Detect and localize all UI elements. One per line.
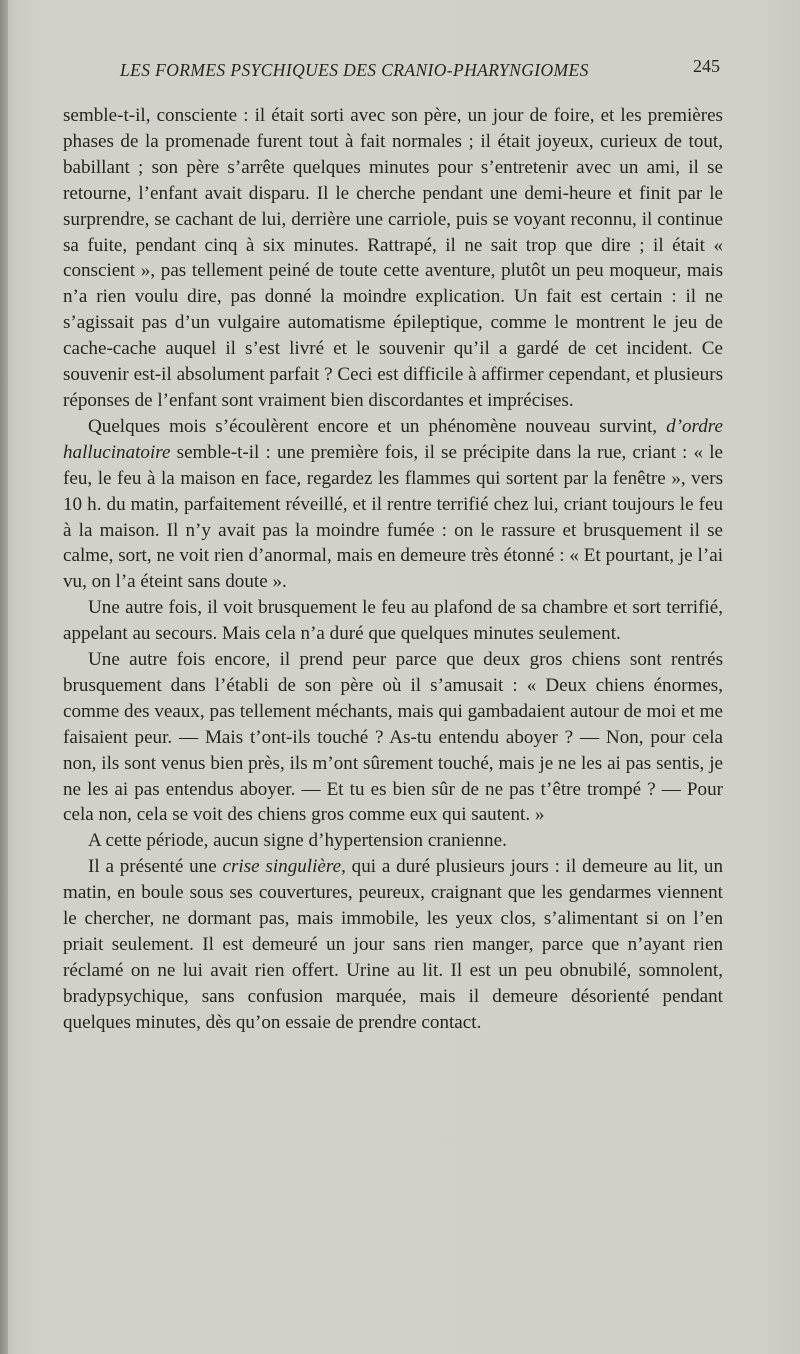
text-run: semble-t-il : une première fois, il se précipite dans la rue, criant : « le feu, le feu à la maison en face, regardez les flammes qui sortent par la fenêtre », vers 10 h. du matin, parfaitement réveillé, et il rentre terrifié chez lui, criant toujours le feu à la maison. Il n’y avait pas la moindre fumée : on le rassure et brusquement il se calme, sort, ne voit rien d’anormal, mais en demeure très étonné : « Et pourtant, je l’ai vu, on l’a éteint sans doute ». [63,441,723,593]
running-title: LES FORMES PSYCHIQUES DES CRANIO-PHARYNGIOMES [120,60,589,80]
text-run: semble-t-il, consciente : il était sorti avec son père, un jour de foire, et les premières phases de la promenade furent tout à fait normales ; il était joyeux, curieux de tout, babillant ; son père s’arrête quelques minutes pour s’entretenir avec un ami, il se retourne, l’enfant avait disparu. Il le cherche pendant une demi-heure et finit par le surprendre, se cachant de lui, derrière une carriole, puis se voyant reconnu, il continue sa fuite, pendant cinq à six minutes. Rattrapé, il ne sait trop que dire ; il était « conscient », pas tellement peiné de toute cette aventure, plutôt un peu moqueur, mais n’a rien voulu dire, pas donné la moindre explication. Un fait est certain : il ne s’agissait pas d’un vulgaire automatisme épileptique, comme le montrent le jeu de cache-cache auquel il s’est livré et le souvenir qu’il a gardé de cet incident. Ce souvenir est-il absolument parfait ? Ceci est difficile à affirmer cependant, et plusieurs réponses de l’enfant sont vraiment bien discordantes et imprécises. [63,105,723,411]
text-run: A cette période, aucun signe d’hypertension cranienne. [88,830,507,852]
paragraph [63,854,723,1035]
text-run: Une autre fois, il voit brusquement le feu au plafond de sa chambre et sort terrifié, appelant au secours. Mais cela n’a duré que quelques minutes seulement. [63,597,723,645]
paragraph [63,828,723,854]
text-run: Une autre fois encore, il prend peur parce que deux gros chiens sont rentrés brusquement dans l’établi de son père où il s’amusait : « Deux chiens énormes, comme des veaux, pas tellement méchants, mais qui gambadaient autour de moi et me faisaient peur. — Mais t’ont-ils touché ? As-tu entendu aboyer ? — Non, pour cela non, ils sont venus bien près, ils m’ont sûrement touché, mais je ne les ai pas sentis, je ne les ai pas entendus aboyer. — Et tu es bien sûr de ne pas t’être trompé ? — Pour cela non, cela se voit des chiens gros comme eux qui sautent. » [63,649,723,826]
page-header [120,56,720,84]
paragraph [63,103,723,414]
paragraph [63,595,723,647]
page-number: 245 [693,56,720,76]
italic-phrase: crise singulière [222,856,342,878]
text-run: Il a présenté une [88,856,223,878]
paragraph [63,647,723,828]
text-run: , qui a duré plusieurs jours : il demeure au lit, un matin, en boule sous ses couvertures, peureux, craignant que les gendarmes viennent le chercher, ne dormant pas, mais immobile, les yeux clos, s’alimentant si on l’en priait seulement. Il est demeuré un jour sans rien manger, parce que n’ayant rien réclamé on ne lui avait rien offert. Urine au lit. Il est un peu obnubilé, somnolent, bradypsychique, sans confusion marquée, mais il demeure désorienté pendant quelques minutes, dès qu’on essaie de prendre contact. [63,856,724,1033]
book-spine-shadow [0,0,8,1354]
text-run: Quelques mois s’écoulèrent encore et un phénomène nouveau survint, [88,415,667,437]
paragraph [63,414,723,595]
body-text [63,103,723,1036]
italic-phrase: d’ordre hallucinatoire [63,415,723,463]
